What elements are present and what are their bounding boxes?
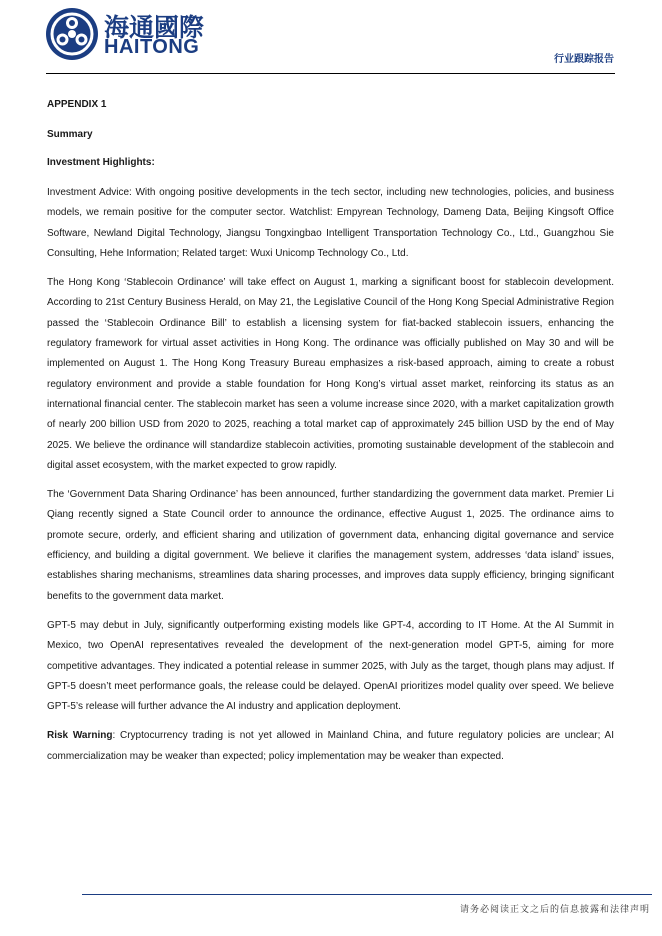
- paragraph-gpt5: GPT-5 may debut in July, significantly outperforming existing models like GPT-4, according to IT Home. At the AI Summit in Mexico, two OpenAI representatives revealed the development of the next-generation model GPT-5, aiming for more competitive advantages. They indicated a potential release in summer 2025, with July as the target, though plans may adjust. If GPT-5 doesn’t meet performance goals, the release could be delayed. OpenAI prioritizes model quality over speed. We believe GPT-5’s release will further advance the AI industry and application deployment.: [47, 619, 614, 713]
- investment-highlights-title: Investment Highlights:: [47, 157, 155, 168]
- header-divider: [46, 73, 615, 74]
- logo-chinese-name: 海通國際: [104, 13, 205, 42]
- footer-disclaimer: 请务必阅读正文之后的信息披露和法律声明: [459, 905, 650, 915]
- appendix-title: APPENDIX 1: [47, 99, 107, 110]
- summary-title: Summary: [47, 129, 93, 140]
- paragraph-investment-advice: Investment Advice: With ongoing positive developments in the tech sector, including new technologies, policies, and business models, we remain positive for the computer sector. Watchlist: Empyrean Technology, Dameng Data, Beijing Kingsoft Office Software, Newland Digital Technology, Jiangsu Tongxingbao Intelligent Transportation Technology Co., Ltd., Guangzhou Sie Consulting, Hehe Information; Related target: Wuxi Unicomp Technology Co., Ltd.: [47, 187, 614, 259]
- footer-divider: [82, 894, 652, 895]
- report-body: [47, 98, 614, 776]
- logo-english-name: HAITONG: [104, 36, 200, 58]
- risk-warning-label: Risk Warning: [47, 730, 113, 742]
- risk-warning-text: : Cryptocurrency trading is not yet allowed in Mainland China, and future regulatory policies are unclear; AI commercialization may be weaker than expected; policy implementation may be weaker than expected.: [47, 730, 614, 762]
- paragraph-government-data: The ‘Government Data Sharing Ordinance’ has been announced, further standardizing the government data market. Premier Li Qiang recently signed a State Council order to announce the ordinance, effective August 1, 2025. The ordinance aims to promote secure, orderly, and efficient sharing and utilization of government data, enhancing digital governance and service efficiency, and building a digital government. We believe it clarifies the management system, addresses ‘data island’ issues, establishes sharing mechanisms, streamlines data sharing processes, and improves data supply efficiency, bringing significant benefits to the government data market.: [47, 489, 614, 602]
- paragraph-stablecoin-ordinance: The Hong Kong ‘Stablecoin Ordinance’ will take effect on August 1, marking a significant boost for stablecoin development. According to 21st Century Business Herald, on May 21, the Legislative Council of the Hong Kong Special Administrative Region passed the ‘Stablecoin Ordinance Bill’ to establish a licensing system for fiat-backed stablecoin issuers, enhancing the regulatory framework for virtual asset activities in Hong Kong. The ordinance was officially published on May 30 and will be implemented on August 1. The Hong Kong Treasury Bureau emphasizes a risk-based approach, aiming to create a robust regulatory environment and provide a stable foundation for Hong Kong’s virtual asset market, reinforcing its status as an international financial center. The stablecoin market has seen a volume increase since 2020, with a market capitalization growth of nearly 200 billion USD from 2020 to 2025, reaching a total market cap of approximately 245 billion USD by the end of May 2025. We believe the ordinance will standardize stablecoin activities, promoting sustainable development of the stablecoin and digital asset ecosystem, with the market expected to grow rapidly.: [47, 277, 614, 471]
- report-type-label: 行业跟踪报告: [554, 54, 614, 65]
- paragraph-risk-warning: [47, 726, 614, 767]
- haitong-emblem-icon: [44, 6, 100, 62]
- haitong-logo: [44, 6, 214, 62]
